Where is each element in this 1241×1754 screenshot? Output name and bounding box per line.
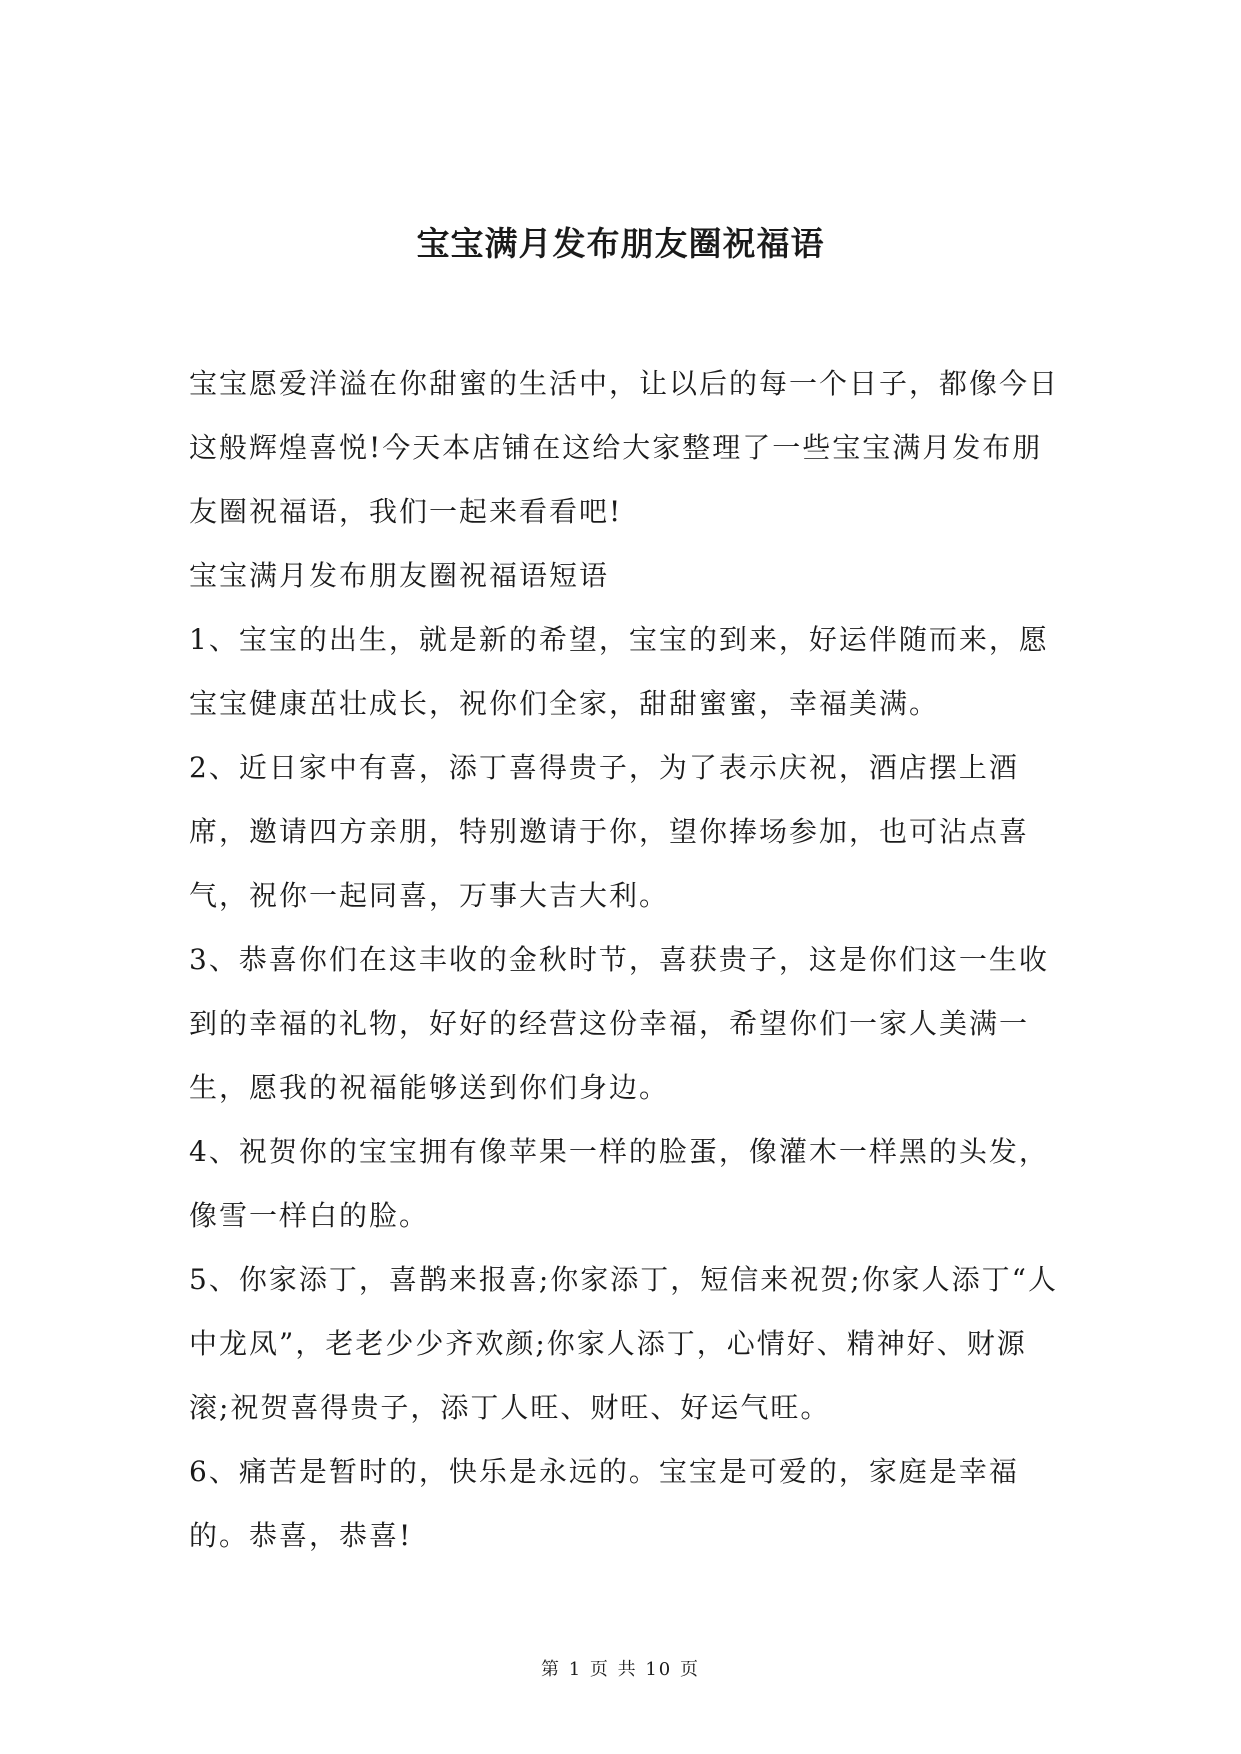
list-item: 5、你家添丁，喜鹊来报喜;你家添丁，短信来祝贺;你家人添丁“人中龙凤”，老老少少齐欢颜;你家人添丁，心情好、精神好、财源滚;祝贺喜得贵子，添丁人旺、财旺、好运气旺。 — [189, 1263, 1058, 1424]
page-footer: 第 1 页 共 10 页 — [541, 1659, 700, 1680]
section-heading: 宝宝满月发布朋友圈祝福语短语 — [189, 559, 610, 592]
intro-paragraph: 宝宝愿爱洋溢在你甜蜜的生活中，让以后的每一个日子，都像今日这般辉煌喜悦!今天本店铺在这给大家整理了一些宝宝满月发布朋友圈祝福语，我们一起来看看吧! — [189, 367, 1060, 528]
list-item: 3、恭喜你们在这丰收的金秋时节，喜获贵子，这是你们这一生收到的幸福的礼物，好好的经营这份幸福，希望你们一家人美满一生，愿我的祝福能够送到你们身边。 — [189, 943, 1049, 1104]
document-body — [189, 352, 1059, 1568]
list-item: 1、宝宝的出生，就是新的希望，宝宝的到来，好运伴随而来，愿宝宝健康茁壮成长，祝你们全家，甜甜蜜蜜，幸福美满。 — [189, 623, 1049, 720]
list-item: 2、近日家中有喜，添丁喜得贵子，为了表示庆祝，酒店摆上酒席，邀请四方亲朋，特别邀请于你，望你捧场参加，也可沾点喜气，祝你一起同喜，万事大吉大利。 — [189, 751, 1030, 912]
document-title: 宝宝满月发布朋友圈祝福语 — [416, 224, 825, 263]
list-item: 4、祝贺你的宝宝拥有像苹果一样的脸蛋，像灌木一样黑的头发，像雪一样白的脸。 — [189, 1135, 1049, 1232]
list-item: 6、痛苦是暂时的，快乐是永远的。宝宝是可爱的，家庭是幸福的。恭喜，恭喜! — [189, 1455, 1019, 1552]
